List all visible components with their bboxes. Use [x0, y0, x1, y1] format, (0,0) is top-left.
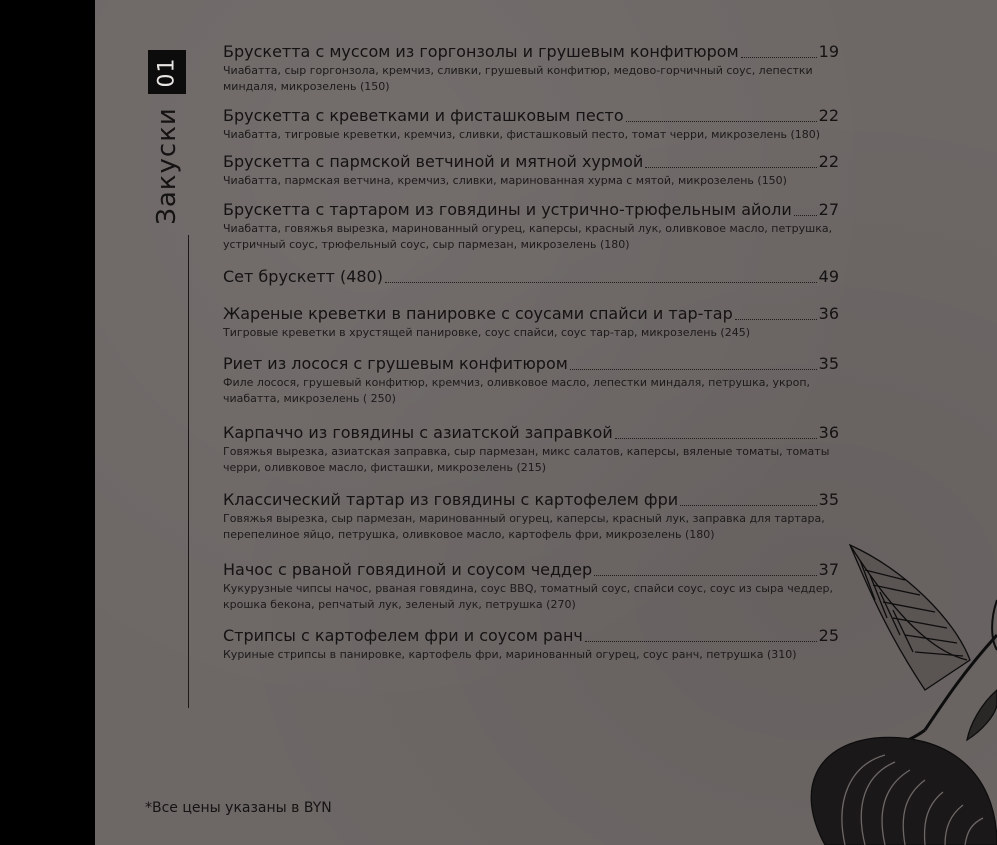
menu-item-description: Чиабатта, тигровые креветки, кремчиз, сливки, фисташковый песто, томат черри, микрозелень (180)	[223, 128, 821, 141]
menu-item-price: 27	[818, 200, 839, 219]
dot-leader	[385, 282, 817, 283]
menu-item	[223, 423, 839, 476]
dot-leader	[615, 438, 817, 439]
menu-item-price: 36	[818, 304, 839, 323]
menu-item	[223, 106, 839, 143]
engraved-fruit-branch-icon	[755, 540, 997, 845]
menu-item-price: 22	[818, 152, 839, 171]
menu-item-description: Тигровые креветки в хрустящей панировке, соус спайси, соус тар-тар, микрозелень (245)	[223, 326, 751, 339]
menu-item-price: 25	[818, 626, 839, 645]
section-tab	[148, 50, 186, 230]
menu-item	[223, 560, 839, 613]
menu-item-name: Брускетта с тартаром из говядины и устрично-трюфельным айоли	[223, 200, 792, 219]
dot-leader	[645, 167, 816, 168]
left-black-bar	[0, 0, 95, 845]
menu-item-price: 36	[818, 423, 839, 442]
menu-item-name: Сет брускетт (480)	[223, 267, 383, 286]
dot-leader	[570, 369, 817, 370]
menu-item-description: Филе лосося, грушевый конфитюр, кремчиз, оливковое масло, лепестки миндаля, петрушка, укроп, чиабатта, микрозелень ( 250)	[223, 376, 811, 405]
menu-item-price: 37	[818, 560, 839, 579]
menu-item-price: 35	[818, 354, 839, 373]
menu-item-description: Говяжья вырезка, азиатская заправка, сыр пармезан, микс салатов, каперсы, вяленые томаты, томаты черри, оливковое масло, фисташки, микрозелень (215)	[223, 445, 830, 474]
menu-item	[223, 200, 839, 253]
menu-item-description: Чиабатта, говяжья вырезка, маринованный огурец, каперсы, красный лук, оливковое масло, петрушка, устричный соус, трюфельный соус, сыр пармезан, микрозелень (180)	[223, 222, 833, 251]
section-number: 01	[154, 57, 180, 87]
section-number-badge	[148, 50, 186, 94]
menu-item-name: Риет из лосося с грушевым конфитюром	[223, 354, 568, 373]
menu-item	[223, 152, 839, 189]
menu-item	[223, 626, 839, 663]
menu-item	[223, 42, 839, 95]
menu-item-name: Классический тартар из говядины с картофелем фри	[223, 490, 679, 509]
section-title-wrap	[148, 102, 186, 230]
menu-item-description: Говяжья вырезка, сыр пармезан, маринованный огурец, каперсы, красный лук, заправка для тартара, перепелиное яйцо, петрушка, оливковое масло, картофель фри, микрозелень (180)	[223, 512, 825, 541]
dot-leader	[794, 215, 817, 216]
dot-leader	[680, 505, 816, 506]
menu-item-description: Кукурузные чипсы начос, рваная говядина, соус BBQ, томатный соус, спайси соус, соус из сыра чеддер, крошка бекона, репчатый лук, зеленый лук, петрушка (270)	[223, 582, 833, 611]
menu-item-description: Чиабатта, пармская ветчина, кремчиз, сливки, маринованная хурма с мятой, микрозелень (150)	[223, 174, 787, 187]
menu-item-name: Брускетта с муссом из горгонзолы и грушевым конфитюром	[223, 42, 739, 61]
menu-item	[223, 490, 839, 543]
menu-item-description: Чиабатта, сыр горгонзола, кремчиз, сливки, грушевый конфитюр, медово-горчичный соус, лепестки миндаля, микрозелень (150)	[223, 64, 813, 93]
menu-item-name: Жареные креветки в панировке с соусами спайси и тар-тар	[223, 304, 733, 323]
section-title: Закуски	[152, 107, 182, 225]
menu-item-price: 22	[818, 106, 839, 125]
section-divider-line	[188, 235, 189, 708]
menu-item-price: 35	[818, 490, 839, 509]
menu-item	[223, 304, 839, 341]
menu-item-name: Стрипсы с картофелем фри и соусом ранч	[223, 626, 583, 645]
menu-item-description: Куриные стрипсы в панировке, картофель фри, маринованный огурец, соус ранч, петрушка (310)	[223, 648, 797, 661]
menu-page	[95, 0, 997, 845]
menu-item-name: Начос с рваной говядиной и соусом чеддер	[223, 560, 593, 579]
menu-item-price: 49	[818, 267, 839, 286]
dot-leader	[626, 121, 817, 122]
menu-item	[223, 354, 839, 407]
menu-item-name: Брускетта с креветками и фисташковым песто	[223, 106, 624, 125]
menu-item-name: Брускетта с пармской ветчиной и мятной хурмой	[223, 152, 644, 171]
dot-leader	[741, 57, 817, 58]
price-currency-note: *Все цены указаны в BYN	[145, 800, 332, 816]
menu-item-name: Карпаччо из говядины с азиатской заправкой	[223, 423, 613, 442]
dot-leader	[735, 319, 817, 320]
menu-item	[223, 267, 839, 287]
menu-item-price: 19	[818, 42, 839, 61]
